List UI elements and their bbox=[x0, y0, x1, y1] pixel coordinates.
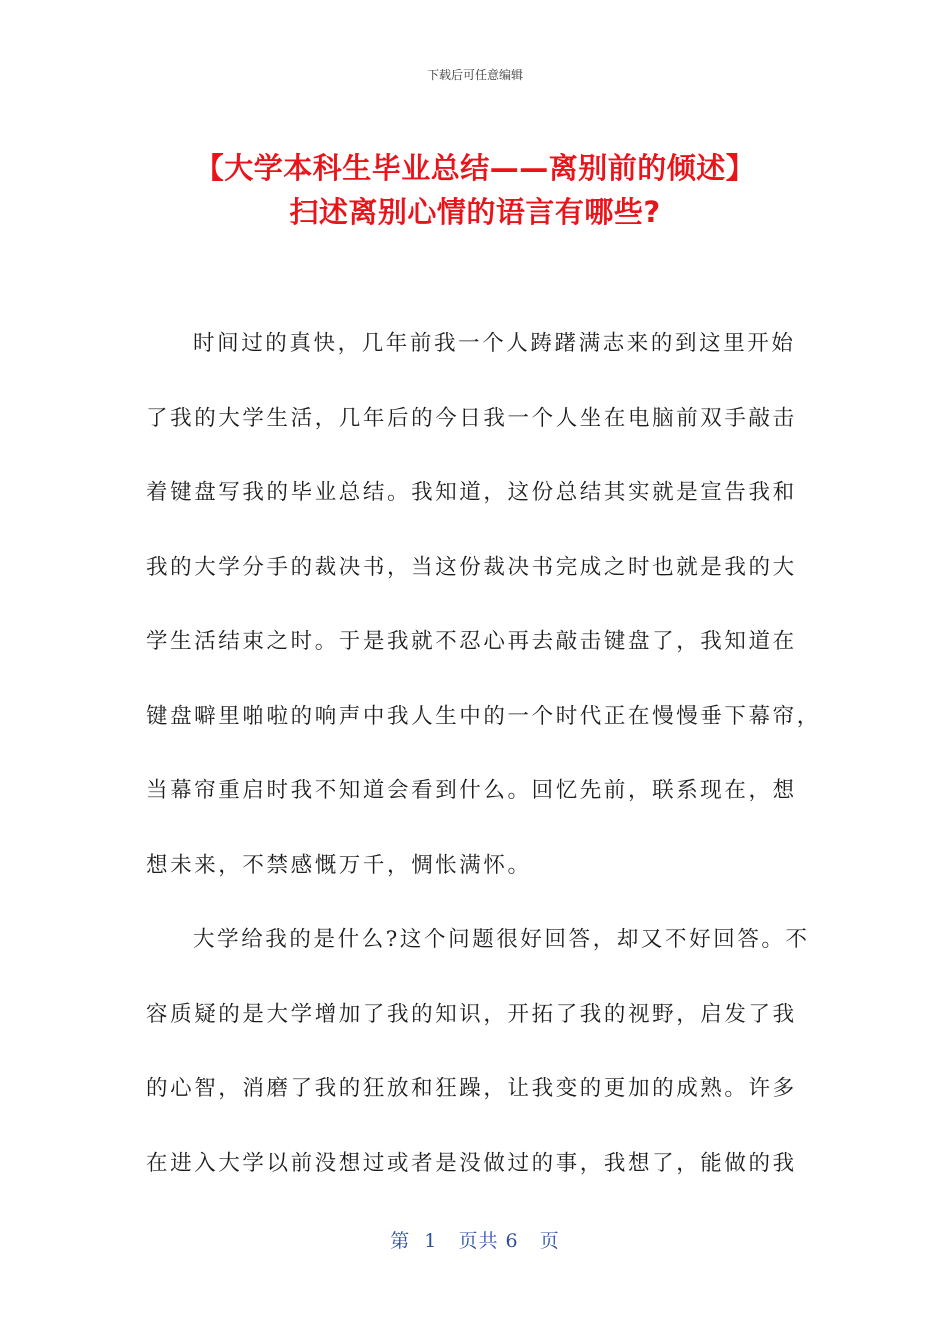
paragraph-1-line-4: 我的大学分手的裁决书，当这份裁决书完成之时也就是我的大 bbox=[146, 554, 797, 580]
paragraph-1-line-2: 了我的大学生活，几年后的今日我一个人坐在电脑前双手敲击 bbox=[146, 405, 797, 431]
paragraph-2-line-4: 在进入大学以前没想过或者是没做过的事，我想了，能做的我 bbox=[146, 1150, 797, 1176]
paragraph-1-line-6: 键盘噼里啪啦的响声中我人生中的一个时代正在慢慢垂下幕帘， bbox=[146, 703, 821, 729]
page-footer: 第 1 页共 6 页 bbox=[390, 1230, 560, 1252]
paragraph-2-line-1: 大学给我的是什么?这个问题很好回答，却又不好回答。不 bbox=[193, 927, 810, 952]
paragraph-1-line-3: 着键盘写我的毕业总结。我知道，这份总结其实就是宣告我和 bbox=[146, 480, 797, 505]
paragraph-1-line-8: 想未来，不禁感慨万千，惆怅满怀。 bbox=[146, 852, 532, 878]
header-note: 下载后可任意编辑 bbox=[426, 68, 523, 82]
paragraph-1-line-7: 当幕帘重启时我不知道会看到什么。回忆先前，联系现在，想 bbox=[146, 778, 797, 803]
paragraph-1-line-5: 学生活结束之时。于是我就不忍心再去敲击键盘了，我知道在 bbox=[146, 629, 797, 654]
paragraph-2-line-3: 的心智，消磨了我的狂放和狂躁，让我变的更加的成熟。许多 bbox=[146, 1076, 797, 1101]
paragraph-1-line-1: 时间过的真快，几年前我一个人踌躇满志来的到这里开始 bbox=[193, 331, 796, 356]
title-line-2: 扫述离别心情的语言有哪些? bbox=[289, 195, 661, 229]
paragraph-2-line-2: 容质疑的是大学增加了我的知识，开拓了我的视野，启发了我 bbox=[146, 1001, 797, 1027]
document-title bbox=[0, 146, 950, 234]
title-line-1: 【大学本科生毕业总结——离别前的倾述】 bbox=[194, 151, 756, 185]
document-body bbox=[146, 326, 821, 1220]
